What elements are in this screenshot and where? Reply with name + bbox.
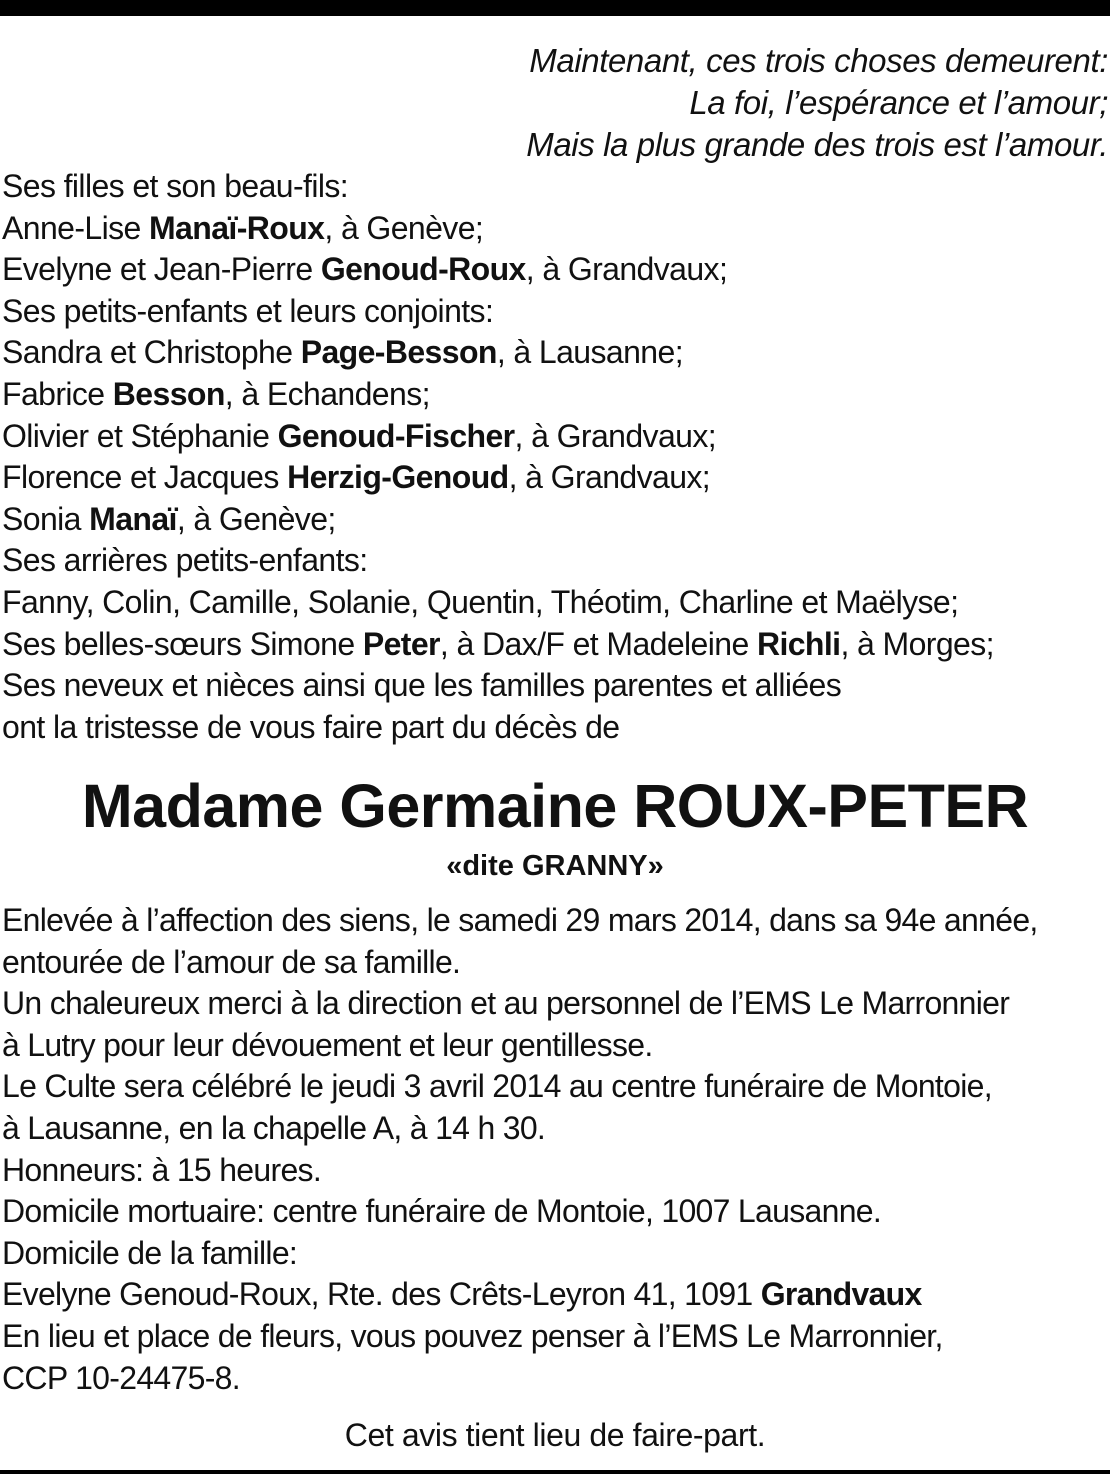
detail-line: En lieu et place de fleurs, vous pouvez penser à l’EMS Le Marronnier, — [2, 1317, 943, 1354]
detail-line: Evelyne Genoud-Roux, Rte. des Crêts-Leyron 41, 1091 Grandvaux — [2, 1276, 922, 1313]
detail-line: Domicile mortuaire: centre funéraire de Montoie, 1007 Lausanne. — [2, 1193, 882, 1230]
detail-line: à Lausanne, en la chapelle A, à 14 h 30. — [2, 1109, 546, 1146]
epigraph — [526, 40, 1108, 166]
family-line: ont la tristesse de vous faire part du décès de — [2, 708, 620, 745]
closing-note: Cet avis tient lieu de faire-part. — [344, 1417, 766, 1453]
detail-line: à Lutry pour leur dévouement et leur gentillesse. — [2, 1026, 653, 1063]
deceased-nickname: «dite GRANNY» — [446, 850, 664, 882]
detail-line: entourée de l’amour de sa famille. — [2, 943, 461, 980]
detail-line: Un chaleureux merci à la direction et au personnel de l’EMS Le Marronnier — [2, 985, 1010, 1022]
family-line: Fabrice Besson, à Echandens; — [2, 375, 430, 412]
deceased-name: Madame Germaine ROUX-PETER — [81, 772, 1029, 840]
bottom-rule — [0, 1470, 1110, 1474]
family-line: Florence et Jacques Herzig-Genoud, à Grandvaux; — [2, 459, 711, 496]
notice-details — [2, 900, 1038, 1399]
detail-line: Le Culte sera célébré le jeudi 3 avril 2014 au centre funéraire de Montoie, — [2, 1068, 992, 1105]
family-line: Olivier et Stéphanie Genoud-Fischer, à Grandvaux; — [2, 417, 717, 454]
family-list — [2, 166, 994, 748]
epigraph-line: La foi, l’espérance et l’amour; — [689, 84, 1108, 121]
family-line: Anne-Lise Manaï-Roux, à Genève; — [2, 209, 484, 246]
family-line: Ses filles et son beau-fils: — [2, 168, 349, 204]
detail-line: CCP 10-24475-8. — [2, 1359, 240, 1396]
epigraph-line: Mais la plus grande des trois est l’amour. — [526, 126, 1108, 163]
family-line: Ses neveux et nièces ainsi que les familles parentes et alliées — [2, 667, 842, 704]
family-line: Ses arrières petits-enfants: — [2, 542, 368, 579]
family-line: Ses belles-sœurs Simone Peter, à Dax/F et Madeleine Richli, à Morges; — [2, 625, 994, 662]
top-rule — [0, 0, 1110, 16]
family-line: Evelyne et Jean-Pierre Genoud-Roux, à Grandvaux; — [2, 251, 728, 288]
family-line: Sonia Manaï, à Genève; — [2, 500, 336, 537]
detail-line: Honneurs: à 15 heures. — [2, 1151, 322, 1188]
epigraph-line: Maintenant, ces trois choses demeurent: — [529, 42, 1108, 79]
detail-line: Enlevée à l’affection des siens, le samedi 29 mars 2014, dans sa 94e année, — [2, 902, 1038, 938]
family-line: Fanny, Colin, Camille, Solanie, Quentin, Théotim, Charline et Maëlyse; — [2, 583, 959, 620]
family-line: Sandra et Christophe Page-Besson, à Lausanne; — [2, 334, 683, 371]
family-line: Ses petits-enfants et leurs conjoints: — [2, 292, 494, 329]
detail-line: Domicile de la famille: — [2, 1234, 298, 1271]
